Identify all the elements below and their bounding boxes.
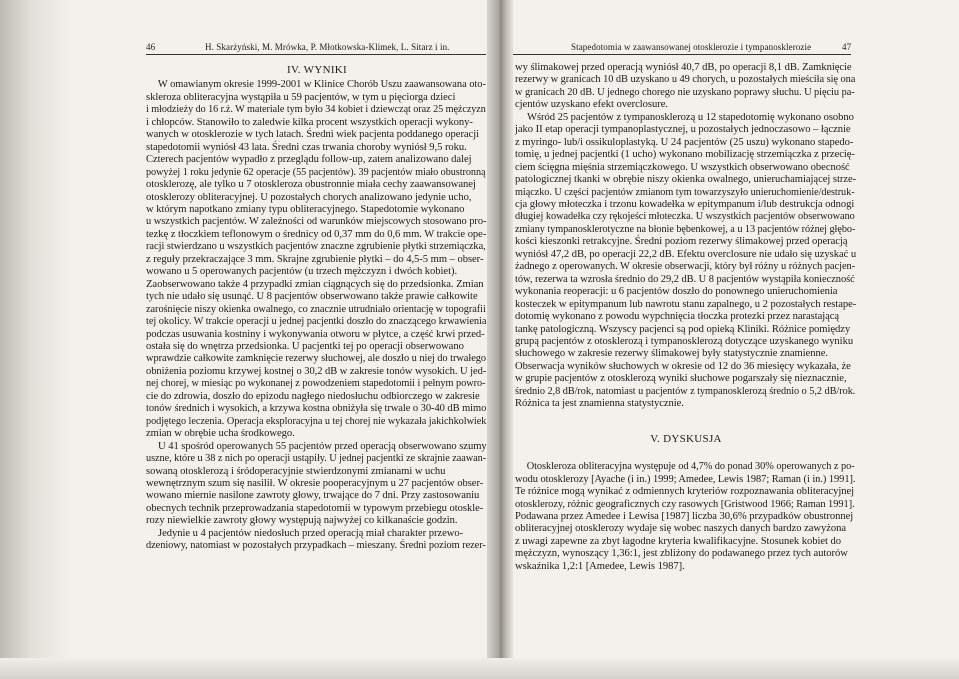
text-line: dzeniowy, natomiast w pozostałych przypadkach – mieszany. Średni poziom rezer-: [146, 540, 486, 552]
text-line: otosklerozę, ale tylko u 7 otoskleroza obustronnie miała cechy zaawansowanej: [146, 179, 476, 191]
text-line: nej chorej, w miesiąc po wykonanej z powodzeniem stapedotomii i pełnym powro-: [146, 378, 486, 390]
text-line: tomię, u jednej pacjentki (1 ucho) wykonano mobilizację strzemiączka z przecię-: [515, 149, 855, 161]
left-header-rule: [146, 54, 486, 55]
text-line: tankę patologiczną. Wszyscy pacjenci są pod opieką Kliniki. Różnice pomiędzy: [515, 323, 851, 335]
text-line: Różnica ta jest znamienna statystycznie.: [515, 398, 684, 410]
text-line: i chłopców. Stanowiło to zaledwie kilka procent wszystkich operacji wykony-: [146, 116, 473, 128]
text-line: racji stwierdzano u wszystkich pacjentów znaczne zgrubienie płytki strzemiączka,: [146, 241, 486, 253]
section-heading-dyskusja: V. DYSKUSJA: [650, 432, 722, 445]
right-page-body: [515, 62, 857, 573]
text-line: wyniósł 47,2 dB, po operacji 22,2 dB. Efektu overclosure nie udało się uzyskać u: [515, 248, 857, 260]
book-spine: [487, 0, 513, 679]
text-line: cjentów uzyskano efekt overclosure.: [515, 99, 668, 111]
text-line: w granicach 20 dB. U jednego chorego nie uzyskano poprawy słuchu. U pięciu pa-: [515, 86, 855, 98]
right-page-number: 47: [842, 42, 852, 52]
text-line: podczas usuwania kostniny i wykonywania otworu w płytce, a część krwi przed-: [146, 328, 485, 340]
text-line: wykonania reoperacji: u 6 pacjentów doszło do ponownego unieruchomienia: [515, 286, 838, 298]
text-line: mężczyzn, wynoszący 1,36:1, jest zbliżony do podawanego przez tych autorów: [515, 548, 848, 560]
text-line: Wśród 25 pacjentów z tympanosklerozą u 12 stapedotomię wykonano osobno: [527, 111, 854, 123]
text-line: W omawianym okresie 1999-2001 w Klinice Chorób Uszu zaawansowana oto-: [157, 79, 486, 91]
text-line: rezerwy w granicach 10 dB uzyskano u 49 chorych, u pozostałych mieściła się ona: [515, 74, 856, 86]
text-line: z uwagi zapewne za zbyt łagodne kryteria kwalifikacyjne. Stosunek kobiet do: [515, 535, 842, 547]
text-line: cja głowy młoteczka i trzonu kowadełka w epitympanum i/lub destrukcja odnogi: [515, 198, 855, 210]
text-line: w którym napotkano zmiany typu obliteracyjnego. Stapedotomie wykonano: [146, 203, 465, 215]
text-line: rozy niewielkie zawroty głowy występują najwyżej co kilkanaście godzin.: [146, 515, 458, 527]
text-line: średnio 2,8 dB/rok, natomiast u pacjentów z tympanosklerozą średnio o 5,2 dB/rok.: [515, 385, 856, 397]
text-line: żadnego z operowanych. W okresie obserwacji, który był różny u różnych pacjen-: [515, 261, 856, 273]
right-header-rule: [513, 54, 851, 55]
text-line: kości kieszonki retrakcyjne. Średni poziom rezerwy ślimakowej przed operacją: [515, 236, 848, 248]
text-line: z myringo- lub/i ossikuloplastyką. U 24 pacjentów (25 uszu) wykonano stapedo-: [515, 136, 854, 148]
text-line: Obserwacja wyników słuchowych w okresie od 12 do 36 miesięcy wykazała, że: [515, 360, 851, 372]
text-line: wy ślimakowej przed operacją wyniósł 40,7 dB, po operacji 8,1 dB. Zamknięcie: [515, 62, 852, 73]
text-line: stapedotomii wyniósł 43 lata. Średni czas trwania choroby wyniósł 9,5 roku.: [146, 141, 467, 153]
left-running-head: H. Skarżyński, M. Mrówka, P. Młotkowska-Klimek, L. Sitarz i in.: [205, 42, 450, 52]
text-line: skleroza obliteracyjna wystąpiła u 59 pacjentów, w tym u pięciorga dzieci: [146, 91, 456, 103]
text-line: tów, rezerwa ta wzrosła średnio do 29,2 dB. U 8 pacjentów wystąpiła konieczność: [515, 273, 855, 285]
text-line: w grupie pacjentów z otosklerozą wyniki słuchowe pogarszały się nieznacznie,: [515, 373, 847, 385]
text-line: wowano u 5 operowanych pacjentów (u trzech mężczyzn i dwóch kobiet).: [146, 266, 458, 278]
left-page-body: [146, 64, 488, 553]
text-line: Czterech pacjentów wypadło z przeglądu follow-up, zatem analizowano dalej: [146, 154, 472, 166]
text-line: tych nie udało się usunąć. U 8 pacjentów obserwowano także prawie całkowite: [146, 291, 478, 303]
text-line: kosteczek w epitympanum lub nawrotu stanu zapalnego, u 2 pozostałych restape-: [515, 298, 857, 310]
right-running-head: Stapedotomia w zaawansowanej otosklerozie i tympanosklerozie: [571, 42, 812, 52]
text-line: wodu otosklerozy [Ayache (i in.) 1999; Amedee, Lewis 1987; Raman (i in.) 1991].: [515, 473, 856, 485]
text-line: Te różnice mogą wynikać z odmiennych kryteriów rozpoznawania obliteracyjnej: [515, 486, 855, 498]
text-line: Zaobserwowano także 4 przypadki zmian ciągnących się do przedsionka. Zmian: [146, 278, 484, 290]
text-line: długiej kowadełka czy rękojeści młoteczka. U wszystkich pacjentów obserwowano: [515, 211, 855, 223]
bottom-page-edge: [0, 658, 959, 679]
left-page-edge: [0, 0, 70, 679]
text-line: sowaną otosklerozą i śródoperacyjnie stwierdzonymi zmianami w uchu: [146, 465, 446, 477]
text-line: miączko. U części pacjentów zmianom tym towarzyszyło unieruchomienie/destruk-: [515, 186, 855, 198]
text-line: obniżenia poziomu krzywej kostnej o 30,2 dB w zakresie tonów wysokich. U jed-: [146, 365, 487, 377]
text-line: ostała się do wnętrza przedsionka. U pacjentki tej po operacji obserwowano: [146, 340, 464, 352]
text-line: patologicznej tkanki w obrębie niszy okienka owalnego, unieruchamiającej strze-: [515, 174, 857, 186]
left-page-number: 46: [146, 42, 156, 52]
text-line: wprawdzie całkowite zamknięcie rezerwy słuchowej, ale doszło u niej do trwałego: [146, 353, 487, 365]
text-line: Podawana przez Amedee i Lewisa [1987] liczba 30,6% przypadków obustronnej: [515, 510, 854, 522]
text-line: u wszystkich pacjentów. W zależności od warunków miejscowych stosowano pro-: [146, 216, 487, 228]
text-line: Jedynie u 4 pacjentów niedosłuch przed operacją miał charakter przewo-: [158, 527, 464, 539]
text-line: słuchowego w zakresie rezerwy ślimakowej były statystycznie znamienne.: [515, 348, 829, 360]
text-line: zmian w obrębie ucha środkowego.: [146, 428, 295, 440]
text-line: dotomię wykonano z powodu wypchnięcia tłoczka protezki przez narastającą: [515, 311, 840, 323]
section-heading-wyniki: IV. WYNIKI: [286, 64, 348, 76]
text-line: wewnętrznym szum się nasilił. W okresie pooperacyjnym u 27 pacjentów obser-: [146, 477, 484, 489]
text-line: tej okolicy. W trakcie operacji u jednej pacjentki doszło do znaczącego krwawienia: [146, 316, 487, 328]
text-line: podjętego leczenia. Operacja eksploracyjna u tej chorej nie wykazała jakichkolwiek: [146, 415, 487, 427]
text-line: jako II etap operacji tympanoplastycznej, u pozostałych jednoczasowo – łącznie: [515, 124, 851, 136]
text-line: powyżej 1 roku jedynie 62 operacje (55 pacjentów). 39 pacjentów miało obustronną: [146, 166, 486, 178]
text-line: uszne, które u 38 z nich po operacji ustąpiły. U jednej pacjentki ze skrajnie zaawan-: [146, 453, 487, 465]
text-line: obliteracyjnej otosklerozy wydaje się wobec naszych danych bardzo zawyżona: [515, 523, 847, 535]
text-line: ciem ścięgna mięśnia strzemiączkowego. U wszystkich obserwowano obecność: [515, 161, 850, 173]
text-line: tonów średnich i wysokich, a krzywa kostna obniżyła się trwale o 30-40 dB mimo: [146, 403, 487, 415]
text-line: wskaźnika 1,2:1 [Amedee, Lewis 1987].: [515, 560, 685, 572]
text-line: obecnych technik przeprowadzania stapedotomii w typowym przebiegu otoskle-: [146, 502, 484, 514]
text-line: tezkę z tłoczkiem teflonowym o średnicy od 0,37 mm do 0,6 mm. W trakcie ope-: [146, 228, 487, 240]
text-line: Otoskleroza obliteracyjna występuje od 4,7% do ponad 30% operowanych z po-: [526, 461, 855, 473]
text-line: wowano miernie nasilone zawroty głowy, trwające do 7 dni. Przy zastosowaniu: [146, 490, 480, 502]
text-line: otosklerozy obliteracyjnej. U pozostałych chorych analizowano jedynie ucho,: [146, 191, 472, 203]
text-line: cie do zdrowia, doszło do epizodu nagłego niedosłuchu odbiorczego w zakresie: [146, 390, 480, 402]
text-line: zarośnięcie niszy okienka owalnego, co znacznie utrudniało orientację w topografii: [146, 303, 486, 315]
text-line: U 41 spośród operowanych 55 pacjentów przed operacją obserwowano szumy: [158, 440, 487, 452]
text-line: grupą pacjentów z otosklerozą i tympanosklerozą dotyczące uzyskanego wyniku: [515, 335, 854, 347]
text-line: z reguły przekraczające 3 mm. Skrajne zgrubienie płytki – do 4,5-5 mm – obser-: [146, 253, 484, 265]
text-line: i młodzieży do 16 r.ż. W materiale tym było 34 kobiet i dziewcząt oraz 25 mężczyzn: [146, 104, 486, 116]
text-line: wanych w otosklerozie w tych latach. Średni wiek pacjenta poddanego operacji: [146, 129, 480, 141]
text-line: otosklerozy, różnic geograficznych czy rasowych [Gristwood 1966; Raman 1991].: [515, 498, 855, 510]
text-line: zmiany tympanosklerotyczne na błonie bębenkowej, a u 13 pacjentów różnej głębo-: [515, 223, 856, 235]
